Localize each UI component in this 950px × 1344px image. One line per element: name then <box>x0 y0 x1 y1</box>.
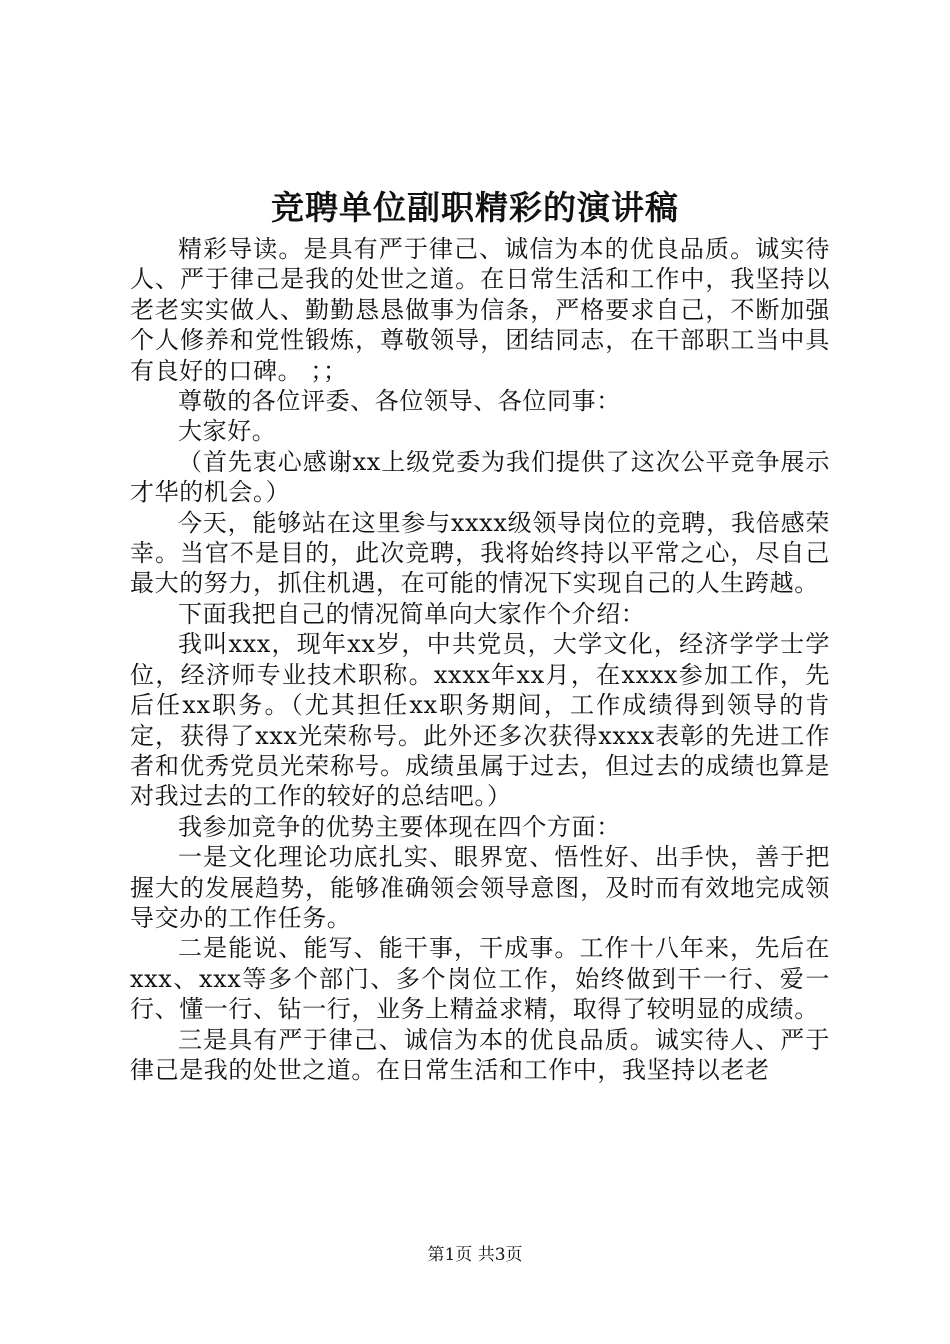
paragraph-thanks: （首先衷心感谢xx上级党委为我们提供了这次公平竞争展示才华的机会。） <box>130 447 830 507</box>
paragraph-advantage-one: 一是文化理论功底扎实、眼界宽、悟性好、出手快，善于把握大的发展趋势，能够准确领会领导意图，及时而有效地完成领导交办的工作任务。 <box>130 843 830 932</box>
paragraph-self-introduction: 我叫xxx，现年xx岁，中共党员，大学文化，经济学学士学位，经济师专业技术职称。xxxx年xx月，在xxxx参加工作，先后任xx职务。（尤其担任xx职务期间，工作成绩得到领导的肯定，获得了xxx光荣称号。此外还多次获得xxxx表彰的先进工作者和优秀党员光荣称号。成绩虽属于过去，但过去的成绩也算是对我过去的工作的较好的总结吧。） <box>130 630 830 811</box>
paragraph-advantages-lead: 我参加竞争的优势主要体现在四个方面： <box>178 812 621 841</box>
paragraph-intro-self-lead: 下面我把自己的情况简单向大家作个介绍： <box>178 599 646 628</box>
paragraph-today: 今天，能够站在这里参与xxxx级领导岗位的竞聘，我倍感荣幸。当官不是目的，此次竞聘，我将始终持以平常之心，尽自己最大的努力，抓住机遇，在可能的情况下实现自己的人生跨越。 <box>130 508 830 598</box>
page-number-footer: 第1页 共3页 <box>427 1245 523 1265</box>
paragraph-advantage-three: 三是具有严于律己、诚信为本的优良品质。诚实待人、严于律己是我的处世之道。在日常生活和工作中，我坚持以老老 <box>130 1025 830 1084</box>
document-title: 竞聘单位副职精彩的演讲稿 <box>271 188 679 227</box>
paragraph-salutation: 尊敬的各位评委、各位领导、各位同事： <box>178 387 621 416</box>
paragraph-advantage-two: 二是能说、能写、能干事，干成事。工作十八年来，先后在xxx、xxx等多个部门、多个岗位工作，始终做到干一行、爱一行、懂一行、钻一行，业务上精益求精，取得了较明显的成绩。 <box>130 934 830 1024</box>
paragraph-greeting: 大家好。 <box>178 417 277 446</box>
document-body <box>130 234 830 1085</box>
paragraph-intro: 精彩导读。是具有严于律己、诚信为本的优良品质。诚实待人、严于律己是我的处世之道。在日常生活和工作中，我坚持以老老实实做人、勤勤恳恳做事为信条，严格要求自己，不断加强个人修养和党性锻炼，尊敬领导，团结同志，在干部职工当中具有良好的口碑。 ；； <box>130 235 830 385</box>
